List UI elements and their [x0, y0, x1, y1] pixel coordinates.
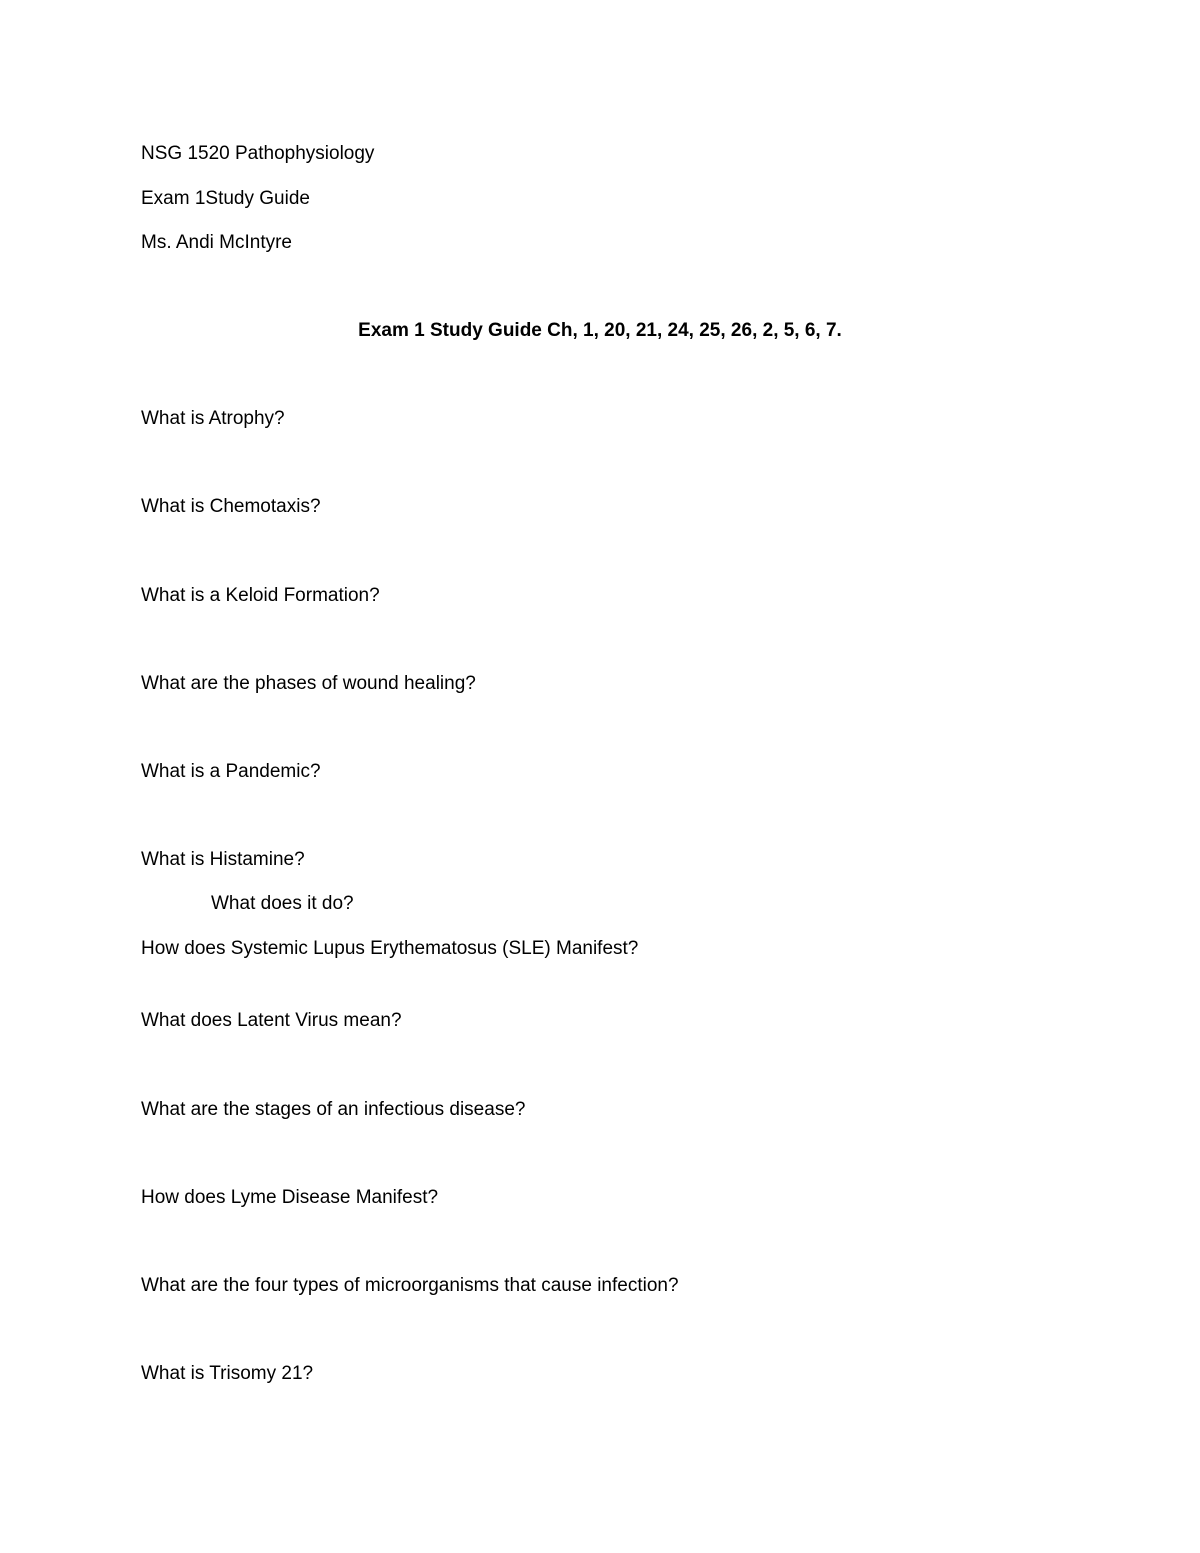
question-wound-healing: What are the phases of wound healing?: [141, 673, 476, 694]
question-atrophy: What is Atrophy?: [141, 408, 285, 429]
question-keloid: What is a Keloid Formation?: [141, 585, 380, 606]
question-infectious-stages: What are the stages of an infectious disease?: [141, 1099, 526, 1120]
question-microorganisms: What are the four types of microorganisms that cause infection?: [141, 1275, 679, 1296]
question-latent-virus: What does Latent Virus mean?: [141, 1010, 402, 1031]
document-title: Exam 1 Study Guide Ch, 1, 20, 21, 24, 25, 26, 2, 5, 6, 7.: [358, 320, 842, 341]
question-trisomy: What is Trisomy 21?: [141, 1363, 314, 1384]
question-histamine-function: What does it do?: [211, 893, 354, 914]
question-lyme: How does Lyme Disease Manifest?: [141, 1187, 439, 1208]
question-chemotaxis: What is Chemotaxis?: [141, 496, 321, 517]
question-sle: How does Systemic Lupus Erythematosus (SLE) Manifest?: [141, 938, 639, 959]
guide-name: Exam 1Study Guide: [141, 188, 310, 209]
course-name: NSG 1520 Pathophysiology: [141, 143, 375, 164]
instructor-name: Ms. Andi McIntyre: [141, 232, 292, 253]
question-pandemic: What is a Pandemic?: [141, 761, 321, 782]
question-histamine: What is Histamine?: [141, 849, 305, 870]
